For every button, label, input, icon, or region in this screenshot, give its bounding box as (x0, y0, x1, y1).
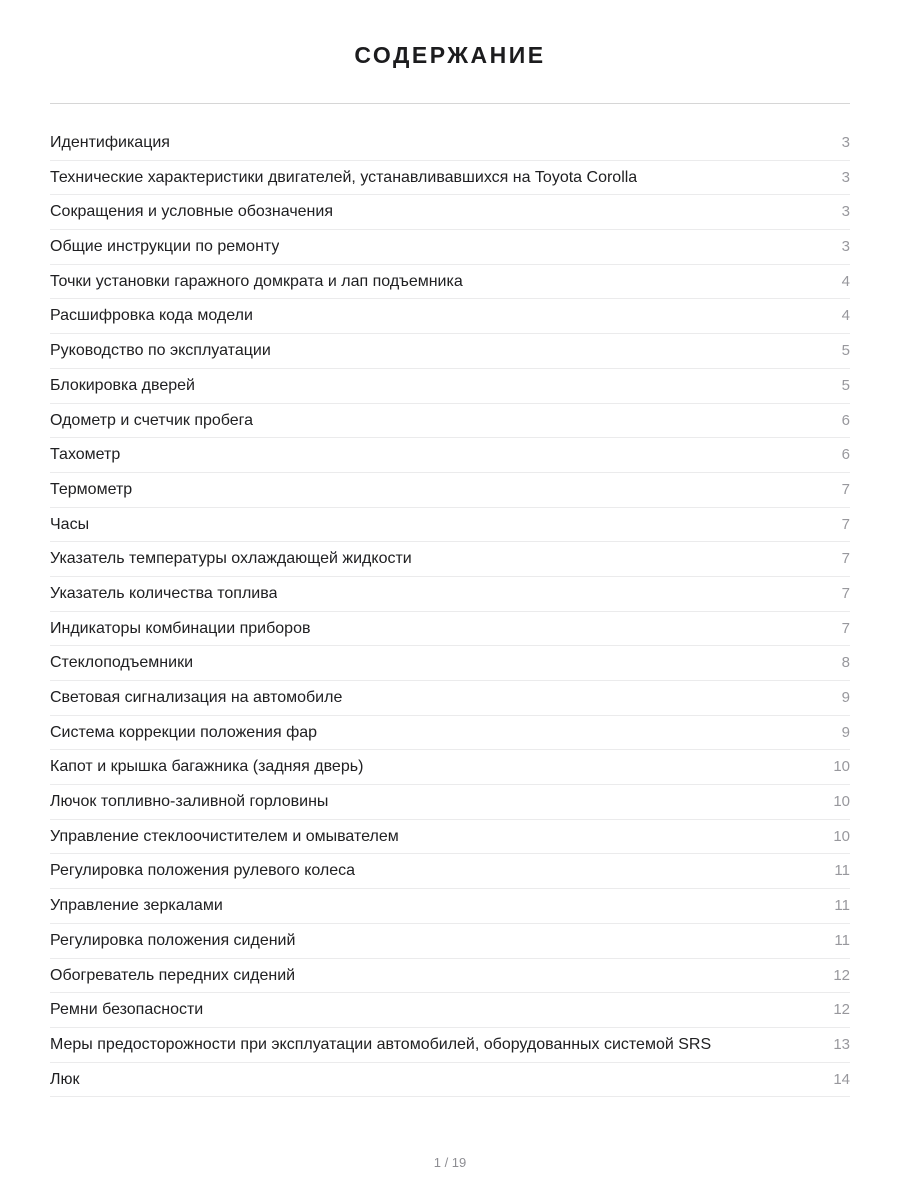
toc-entry-page: 14 (833, 1070, 850, 1088)
toc-entry-label: Меры предосторожности при эксплуатации автомобилей, оборудованных системой SRS (50, 1035, 712, 1053)
toc-entry-page: 12 (833, 1001, 850, 1019)
toc-row[interactable] (50, 369, 850, 404)
toc-entry-page: 10 (833, 758, 850, 776)
toc-entry-page: 3 (841, 134, 850, 151)
toc-entry-page: 8 (841, 654, 850, 672)
toc-row[interactable] (50, 716, 850, 751)
toc-entry-label: Ремни безопасности (50, 1001, 204, 1019)
toc-row[interactable] (50, 924, 850, 959)
toc-entry-page: 10 (833, 793, 850, 811)
toc-row[interactable] (50, 1063, 850, 1098)
toc-entry-page: 9 (841, 723, 850, 741)
page-indicator: 1 / 19 (433, 1155, 467, 1170)
toc-entry-label: Тахометр (50, 446, 121, 464)
toc-row[interactable] (50, 750, 850, 785)
toc-entry-label: Термометр (50, 480, 133, 498)
toc-row[interactable] (50, 820, 850, 855)
toc-entry-label: Стеклоподъемники (50, 654, 193, 672)
toc-row[interactable] (50, 230, 850, 265)
toc-row[interactable] (50, 681, 850, 716)
toc-entry-page: 11 (834, 931, 850, 949)
toc-entry-label: Люк (50, 1070, 80, 1088)
toc-entry-label: Часы (50, 515, 90, 533)
toc-entry-label: Регулировка положения рулевого колеса (50, 862, 356, 880)
toc-row[interactable] (50, 508, 850, 543)
toc-entry-page: 7 (841, 550, 850, 568)
toc-entry-label: Управление стеклоочистителем и омывателем (50, 827, 399, 845)
toc-entry-page: 5 (841, 376, 850, 394)
toc-entry-page: 4 (841, 307, 850, 325)
toc-row[interactable] (50, 299, 850, 334)
toc-row[interactable] (50, 473, 850, 508)
toc-entry-label: Одометр и счетчик пробега (50, 411, 254, 429)
toc-entry-label: Руководство по эксплуатации (50, 342, 271, 360)
title-divider (50, 103, 850, 104)
toc-entry-label: Указатель температуры охлаждающей жидкости (50, 550, 412, 568)
toc-entry-page: 3 (841, 168, 850, 186)
toc-entry-label: Технические характеристики двигателей, устанавливавшихся на Toyota Corolla (50, 168, 638, 186)
toc-entry-label: Управление зеркалами (50, 897, 223, 915)
toc-row[interactable] (50, 785, 850, 820)
toc-list (50, 126, 850, 1097)
toc-entry-page: 5 (841, 342, 850, 360)
toc-entry-page: 7 (841, 480, 850, 498)
page-title: СОДЕРЖАНИЕ (354, 42, 546, 68)
toc-entry-page: 3 (841, 238, 850, 256)
toc-entry-label: Блокировка дверей (50, 376, 195, 394)
toc-entry-label: Регулировка положения сидений (50, 931, 296, 949)
toc-entry-label: Точки установки гаражного домкрата и лап подъемника (50, 272, 463, 290)
toc-entry-page: 12 (833, 966, 850, 984)
toc-entry-page: 11 (834, 862, 850, 880)
toc-entry-page: 7 (841, 584, 850, 602)
toc-row[interactable] (50, 265, 850, 300)
toc-entry-page: 7 (841, 619, 850, 637)
toc-row[interactable] (50, 577, 850, 612)
toc-entry-label: Капот и крышка багажника (задняя дверь) (50, 758, 364, 776)
toc-row[interactable] (50, 404, 850, 439)
toc-row[interactable] (50, 161, 850, 196)
toc-row[interactable] (50, 438, 850, 473)
toc-entry-page: 7 (841, 515, 850, 533)
toc-entry-page: 11 (834, 897, 850, 915)
toc-entry-label: Обогреватель передних сидений (50, 966, 296, 984)
toc-entry-label: Световая сигнализация на автомобиле (50, 689, 343, 706)
toc-entry-label: Указатель количества топлива (50, 584, 278, 602)
toc-row[interactable] (50, 959, 850, 994)
toc-row[interactable] (50, 993, 850, 1028)
toc-row[interactable] (50, 889, 850, 924)
toc-row[interactable] (50, 646, 850, 681)
toc-entry-page: 3 (841, 203, 850, 221)
toc-row[interactable] (50, 612, 850, 647)
toc-row[interactable] (50, 126, 850, 161)
toc-row[interactable] (50, 854, 850, 889)
toc-entry-page: 13 (833, 1035, 850, 1053)
toc-entry-page: 6 (841, 446, 850, 464)
toc-row[interactable] (50, 1028, 850, 1063)
toc-row[interactable] (50, 334, 850, 369)
toc-entry-page: 9 (841, 689, 850, 706)
toc-entry-label: Сокращения и условные обозначения (50, 203, 333, 221)
toc-entry-page: 10 (833, 827, 850, 845)
toc-row[interactable] (50, 195, 850, 230)
toc-entry-label: Лючок топливно-заливной горловины (50, 793, 329, 811)
toc-entry-label: Система коррекции положения фар (50, 723, 318, 741)
toc-entry-label: Идентификация (50, 134, 170, 151)
toc-entry-label: Общие инструкции по ремонту (50, 238, 280, 256)
toc-entry-page: 6 (841, 411, 850, 429)
toc-entry-label: Индикаторы комбинации приборов (50, 619, 311, 637)
toc-entry-page: 4 (841, 272, 850, 290)
toc-row[interactable] (50, 542, 850, 577)
toc-entry-label: Расшифровка кода модели (50, 307, 253, 325)
